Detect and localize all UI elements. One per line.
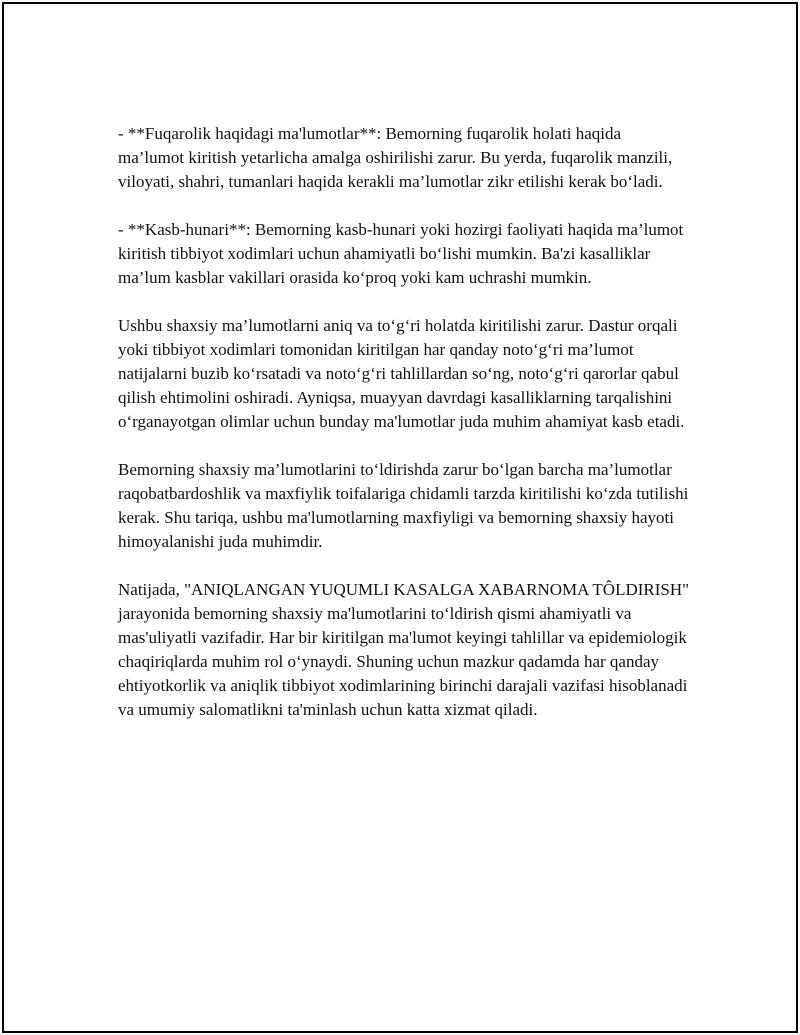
- paragraph-conclusion: Natijada, "ANIQLANGAN YUQUMLI KASALGA XABARNOMA TÔLDIRISH" jarayonida bemorning shaxsiy ma'lumotlarini to‘ldirish qismi ahamiyatli va mas'uliyatli vazifadir. Har bir kiritilgan ma'lumot keyingi tahlillar va epidemiologik chaqiriqlarda muhim rol o‘ynaydi. Shuning uchun mazkur qadamda har qanday ehtiyotkorlik va aniqlik tibbiyot xodimlarining birinchi darajali vazifasi hisoblanadi va umumiy salomatlikni ta'minlash uchun katta xizmat qiladi.: [118, 580, 690, 719]
- paragraph-citizenship: - **Fuqarolik haqidagi ma'lumotlar**: Bemorning fuqarolik holati haqida ma’lumot kiritish yetarlicha amalga oshirilishi zarur. Bu yerda, fuqarolik manzili, viloyati, shahri, tumanlari haqida kerakli ma’lumotlar zikr etilishi kerak bo‘ladi.: [118, 124, 673, 191]
- paragraph-confidentiality: Bemorning shaxsiy ma’lumotlarini to‘ldirishda zarur bo‘lgan barcha ma’lumotlar raqobatbardoshlik va maxfiylik toifalariga chidamli tarzda kiritilishi ko‘zda tutilishi kerak. Shu tariqa, ushbu ma'lumotlarning maxfiyligi va bemorning shaxsiy hayoti himoyalanishi juda muhimdir.: [118, 460, 689, 551]
- paragraph-occupation: - **Kasb-hunari**: Bemorning kasb-hunari yoki hozirgi faoliyati haqida ma’lumot kiritish tibbiyot xodimlari uchun ahamiyatli bo‘lishi mumkin. Ba'zi kasalliklar ma’lum kasblar vakillari orasida ko‘proq yoki kam uchrashi mumkin.: [118, 220, 684, 287]
- document-body: [118, 122, 690, 746]
- document-page: [2, 2, 798, 1033]
- paragraph-accuracy: Ushbu shaxsiy ma’lumotlarni aniq va to‘g‘ri holatda kiritilishi zarur. Dastur orqali yoki tibbiyot xodimlari tomonidan kiritilgan har qanday noto‘g‘ri ma’lumot natijalarni buzib ko‘rsatadi va noto‘g‘ri tahlillardan so‘ng, noto‘g‘ri qarorlar qabul qilish ehtimolini oshiradi. Ayniqsa, muayyan davrdagi kasalliklarning tarqalishini o‘rganayotgan olimlar uchun bunday ma'lumotlar juda muhim ahamiyat kasb etadi.: [118, 316, 685, 431]
